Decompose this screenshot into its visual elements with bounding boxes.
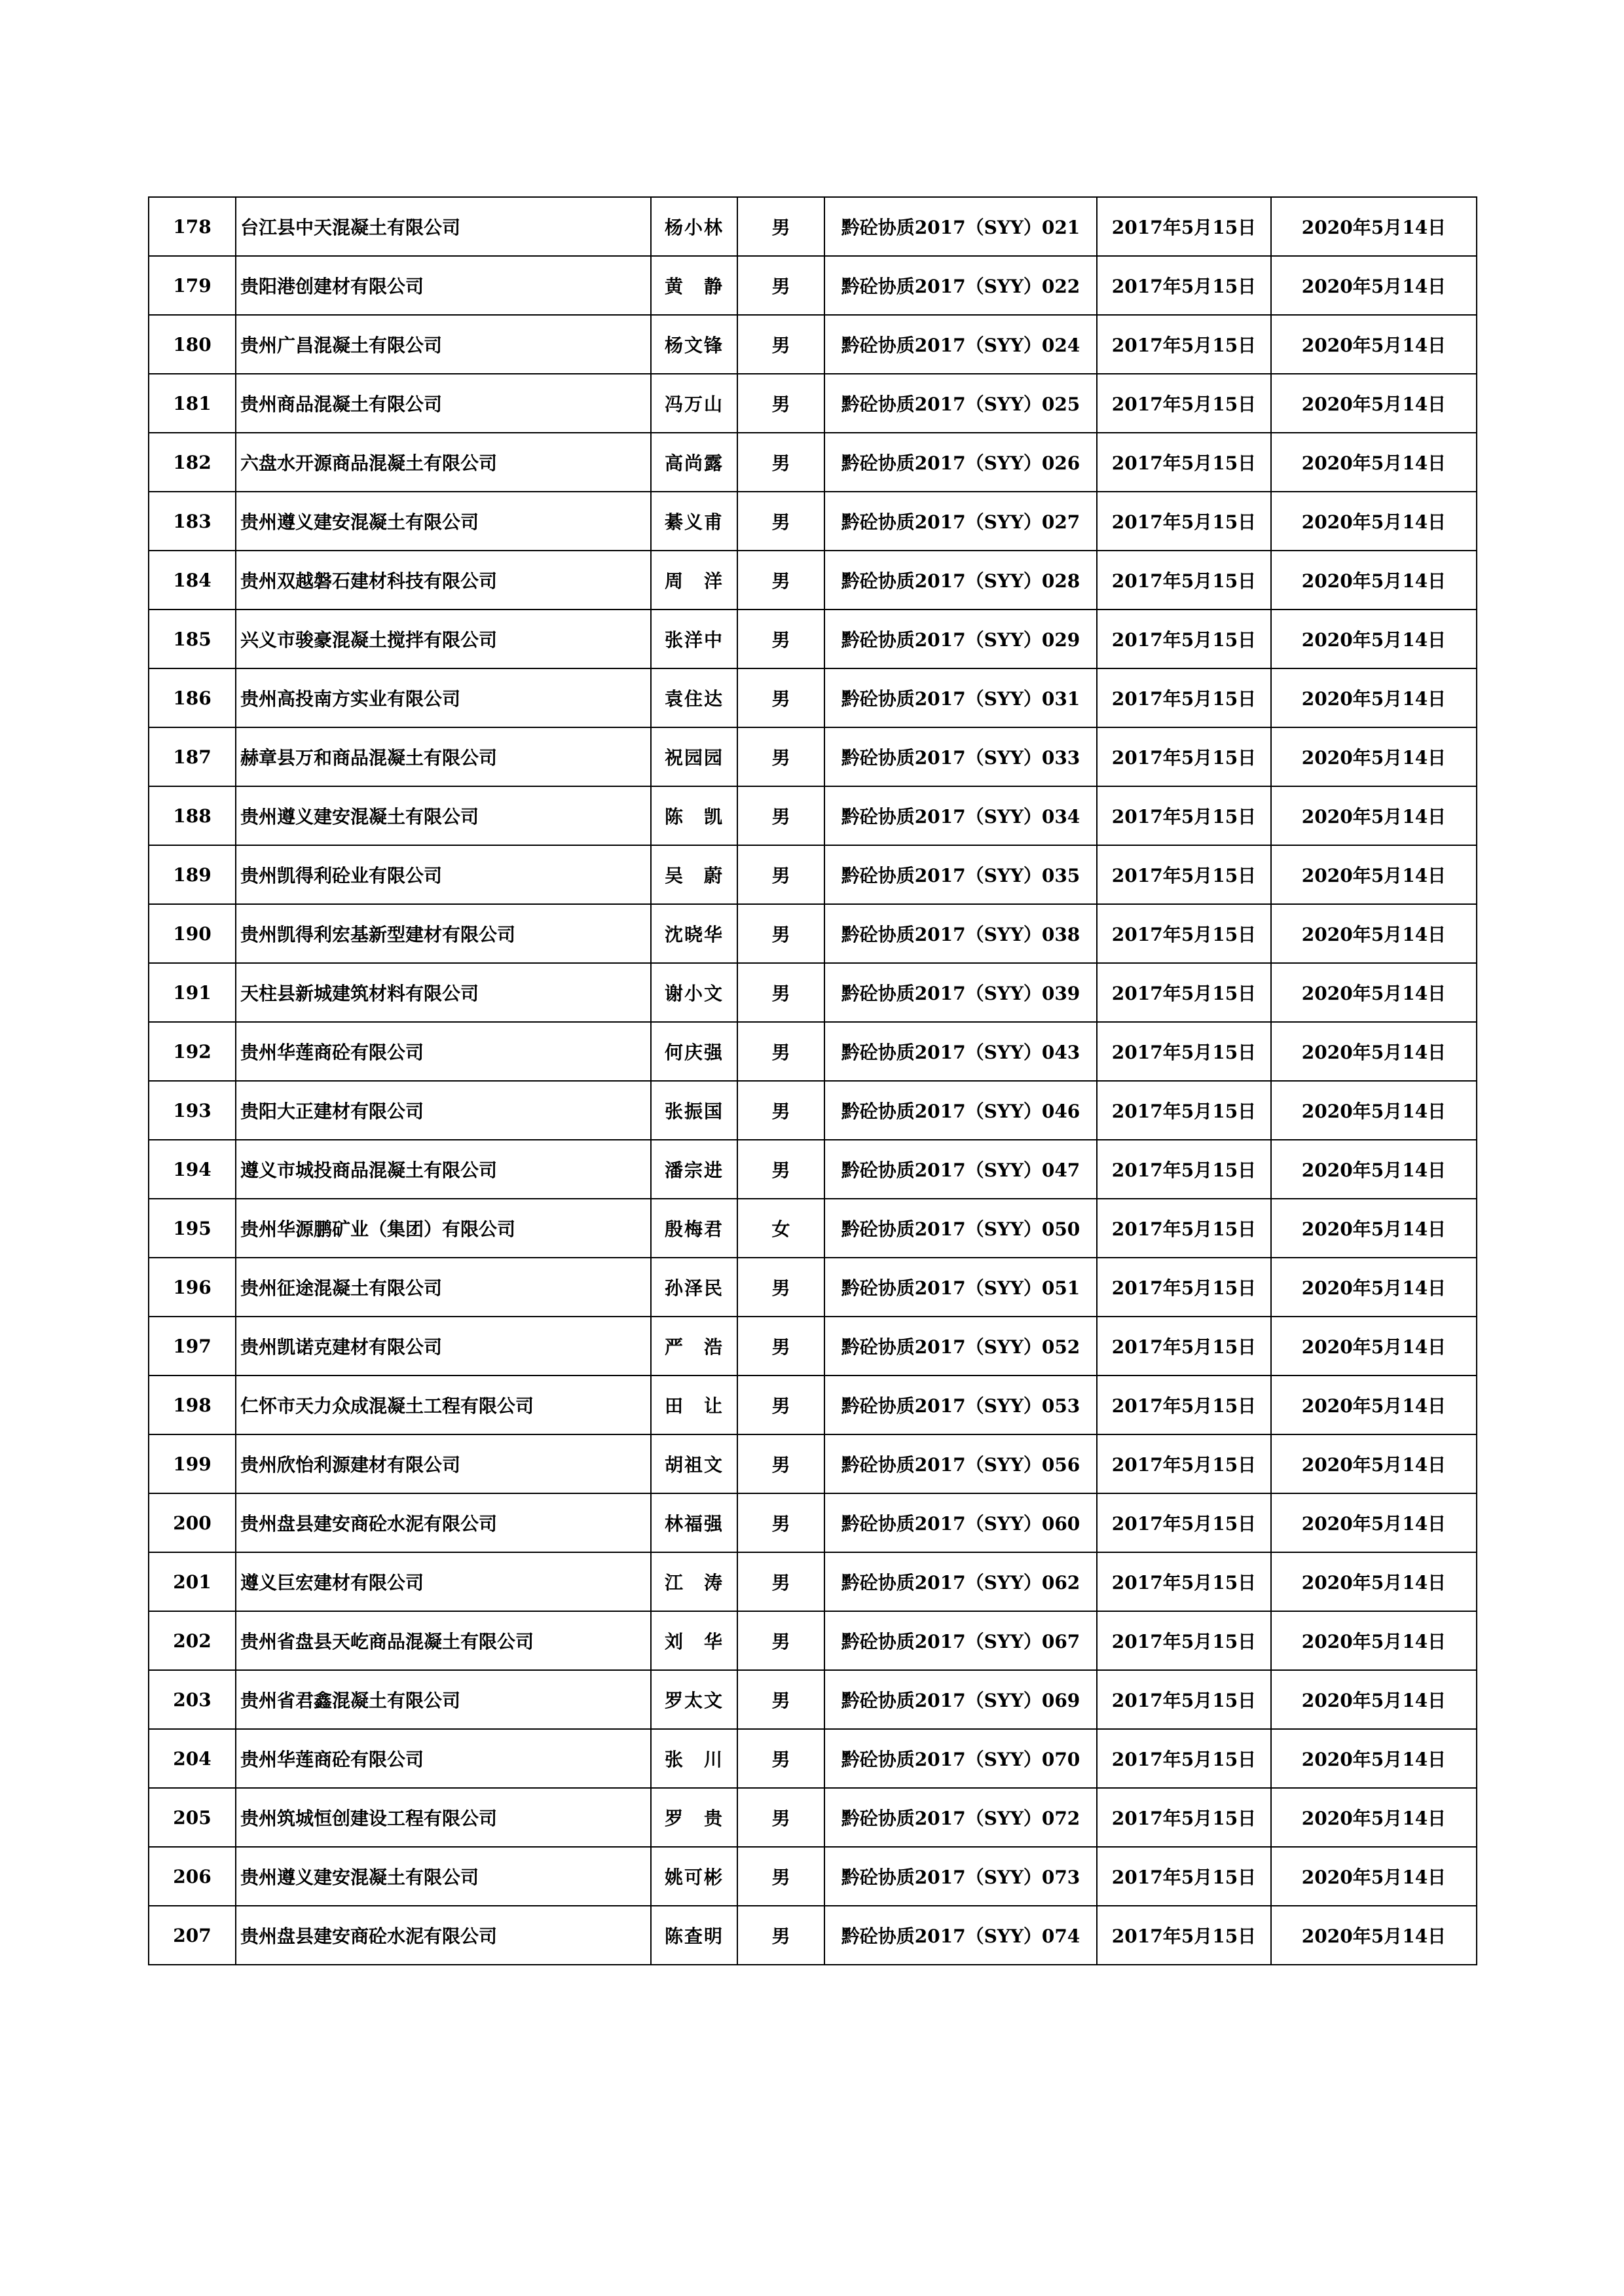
certificate-table [148, 196, 1477, 1965]
cell-company: 赫章县万和商品混凝土有限公司 [236, 727, 651, 786]
cell-gender: 男 [737, 1258, 824, 1317]
cell-index: 188 [149, 786, 236, 845]
cell-gender: 男 [737, 551, 824, 610]
cell-company: 遵义市城投商品混凝土有限公司 [236, 1140, 651, 1199]
cell-certificate-number: 黔砼协质2017（SYY）031 [824, 668, 1097, 727]
cell-company: 台江县中天混凝土有限公司 [236, 197, 651, 256]
cell-gender: 男 [737, 610, 824, 668]
cell-company: 贵州商品混凝土有限公司 [236, 374, 651, 433]
cell-index: 187 [149, 727, 236, 786]
cell-certificate-number: 黔砼协质2017（SYY）051 [824, 1258, 1097, 1317]
cell-issue-date: 2017年5月15日 [1097, 1788, 1271, 1847]
cell-company: 贵州华莲商砼有限公司 [236, 1022, 651, 1081]
cell-index: 191 [149, 963, 236, 1022]
cell-gender: 男 [737, 1434, 824, 1493]
cell-certificate-number: 黔砼协质2017（SYY）052 [824, 1317, 1097, 1376]
cell-issue-date: 2017年5月15日 [1097, 1434, 1271, 1493]
cell-gender: 男 [737, 1376, 824, 1434]
cell-index: 196 [149, 1258, 236, 1317]
cell-person-name: 陈查明 [651, 1906, 737, 1965]
cell-person-name: 殷梅君 [651, 1199, 737, 1258]
cell-company: 贵州欣怡利源建材有限公司 [236, 1434, 651, 1493]
cell-company: 仁怀市天力众成混凝土工程有限公司 [236, 1376, 651, 1434]
cell-index: 180 [149, 315, 236, 374]
cell-certificate-number: 黔砼协质2017（SYY）069 [824, 1670, 1097, 1729]
cell-certificate-number: 黔砼协质2017（SYY）028 [824, 551, 1097, 610]
table-row [149, 1611, 1477, 1670]
cell-company: 贵州盘县建安商砼水泥有限公司 [236, 1906, 651, 1965]
cell-index: 182 [149, 433, 236, 492]
cell-gender: 男 [737, 963, 824, 1022]
cell-index: 201 [149, 1552, 236, 1611]
cell-index: 205 [149, 1788, 236, 1847]
cell-gender: 男 [737, 1493, 824, 1552]
cell-certificate-number: 黔砼协质2017（SYY）062 [824, 1552, 1097, 1611]
cell-company: 兴义市骏豪混凝土搅拌有限公司 [236, 610, 651, 668]
cell-expiry-date: 2020年5月14日 [1271, 1729, 1477, 1788]
cell-issue-date: 2017年5月15日 [1097, 1376, 1271, 1434]
cell-expiry-date: 2020年5月14日 [1271, 1847, 1477, 1906]
cell-person-name: 杨小林 [651, 197, 737, 256]
cell-person-name: 张振国 [651, 1081, 737, 1140]
cell-gender: 男 [737, 1552, 824, 1611]
cell-person-name: 张洋中 [651, 610, 737, 668]
cell-index: 192 [149, 1022, 236, 1081]
cell-expiry-date: 2020年5月14日 [1271, 256, 1477, 315]
cell-certificate-number: 黔砼协质2017（SYY）024 [824, 315, 1097, 374]
cell-certificate-number: 黔砼协质2017（SYY）026 [824, 433, 1097, 492]
cell-issue-date: 2017年5月15日 [1097, 256, 1271, 315]
cell-issue-date: 2017年5月15日 [1097, 1493, 1271, 1552]
cell-expiry-date: 2020年5月14日 [1271, 1140, 1477, 1199]
cell-person-name: 綦义甫 [651, 492, 737, 551]
cell-company: 贵州盘县建安商砼水泥有限公司 [236, 1493, 651, 1552]
cell-person-name: 杨文锋 [651, 315, 737, 374]
table-row [149, 1258, 1477, 1317]
cell-certificate-number: 黔砼协质2017（SYY）046 [824, 1081, 1097, 1140]
cell-index: 183 [149, 492, 236, 551]
cell-issue-date: 2017年5月15日 [1097, 727, 1271, 786]
cell-person-name: 江 涛 [651, 1552, 737, 1611]
table-row [149, 433, 1477, 492]
cell-issue-date: 2017年5月15日 [1097, 668, 1271, 727]
cell-person-name: 林福强 [651, 1493, 737, 1552]
table-row [149, 1081, 1477, 1140]
table-row [149, 1788, 1477, 1847]
cell-gender: 男 [737, 1670, 824, 1729]
cell-company: 贵州遵义建安混凝土有限公司 [236, 492, 651, 551]
table-row [149, 315, 1477, 374]
cell-person-name: 孙泽民 [651, 1258, 737, 1317]
table-row [149, 1022, 1477, 1081]
cell-expiry-date: 2020年5月14日 [1271, 1788, 1477, 1847]
cell-certificate-number: 黔砼协质2017（SYY）029 [824, 610, 1097, 668]
cell-expiry-date: 2020年5月14日 [1271, 1611, 1477, 1670]
cell-issue-date: 2017年5月15日 [1097, 845, 1271, 904]
cell-issue-date: 2017年5月15日 [1097, 1611, 1271, 1670]
cell-gender: 男 [737, 315, 824, 374]
cell-gender: 男 [737, 433, 824, 492]
cell-issue-date: 2017年5月15日 [1097, 1258, 1271, 1317]
cell-certificate-number: 黔砼协质2017（SYY）050 [824, 1199, 1097, 1258]
cell-certificate-number: 黔砼协质2017（SYY）021 [824, 197, 1097, 256]
cell-index: 190 [149, 904, 236, 963]
cell-certificate-number: 黔砼协质2017（SYY）047 [824, 1140, 1097, 1199]
table-row [149, 551, 1477, 610]
cell-index: 207 [149, 1906, 236, 1965]
cell-issue-date: 2017年5月15日 [1097, 197, 1271, 256]
cell-index: 199 [149, 1434, 236, 1493]
cell-person-name: 何庆强 [651, 1022, 737, 1081]
cell-company: 贵州高投南方实业有限公司 [236, 668, 651, 727]
cell-expiry-date: 2020年5月14日 [1271, 1317, 1477, 1376]
cell-gender: 男 [737, 1611, 824, 1670]
table-row [149, 374, 1477, 433]
cell-certificate-number: 黔砼协质2017（SYY）022 [824, 256, 1097, 315]
cell-certificate-number: 黔砼协质2017（SYY）074 [824, 1906, 1097, 1965]
cell-issue-date: 2017年5月15日 [1097, 1140, 1271, 1199]
cell-expiry-date: 2020年5月14日 [1271, 551, 1477, 610]
cell-certificate-number: 黔砼协质2017（SYY）072 [824, 1788, 1097, 1847]
cell-company: 贵州筑城恒创建设工程有限公司 [236, 1788, 651, 1847]
cell-index: 195 [149, 1199, 236, 1258]
cell-certificate-number: 黔砼协质2017（SYY）034 [824, 786, 1097, 845]
table-row [149, 1552, 1477, 1611]
table-row [149, 904, 1477, 963]
cell-person-name: 沈晓华 [651, 904, 737, 963]
cell-expiry-date: 2020年5月14日 [1271, 374, 1477, 433]
cell-issue-date: 2017年5月15日 [1097, 551, 1271, 610]
cell-certificate-number: 黔砼协质2017（SYY）033 [824, 727, 1097, 786]
cell-gender: 男 [737, 374, 824, 433]
cell-expiry-date: 2020年5月14日 [1271, 1493, 1477, 1552]
cell-person-name: 刘 华 [651, 1611, 737, 1670]
table-row [149, 1493, 1477, 1552]
table-row [149, 1376, 1477, 1434]
cell-index: 184 [149, 551, 236, 610]
cell-expiry-date: 2020年5月14日 [1271, 786, 1477, 845]
cell-expiry-date: 2020年5月14日 [1271, 668, 1477, 727]
table-row [149, 963, 1477, 1022]
cell-issue-date: 2017年5月15日 [1097, 786, 1271, 845]
cell-company: 遵义巨宏建材有限公司 [236, 1552, 651, 1611]
cell-expiry-date: 2020年5月14日 [1271, 610, 1477, 668]
cell-company: 贵州凯得利宏基新型建材有限公司 [236, 904, 651, 963]
cell-person-name: 张 川 [651, 1729, 737, 1788]
cell-expiry-date: 2020年5月14日 [1271, 1258, 1477, 1317]
cell-index: 206 [149, 1847, 236, 1906]
cell-gender: 男 [737, 845, 824, 904]
cell-expiry-date: 2020年5月14日 [1271, 845, 1477, 904]
cell-index: 189 [149, 845, 236, 904]
cell-issue-date: 2017年5月15日 [1097, 1081, 1271, 1140]
cell-index: 200 [149, 1493, 236, 1552]
cell-person-name: 冯万山 [651, 374, 737, 433]
cell-person-name: 罗 贵 [651, 1788, 737, 1847]
cell-index: 185 [149, 610, 236, 668]
cell-expiry-date: 2020年5月14日 [1271, 1552, 1477, 1611]
cell-person-name: 陈 凯 [651, 786, 737, 845]
cell-person-name: 田 让 [651, 1376, 737, 1434]
cell-company: 贵州广昌混凝土有限公司 [236, 315, 651, 374]
cell-gender: 男 [737, 492, 824, 551]
cell-issue-date: 2017年5月15日 [1097, 1022, 1271, 1081]
cell-expiry-date: 2020年5月14日 [1271, 963, 1477, 1022]
cell-gender: 男 [737, 727, 824, 786]
cell-index: 204 [149, 1729, 236, 1788]
cell-index: 203 [149, 1670, 236, 1729]
cell-gender: 男 [737, 1081, 824, 1140]
cell-certificate-number: 黔砼协质2017（SYY）035 [824, 845, 1097, 904]
cell-issue-date: 2017年5月15日 [1097, 1670, 1271, 1729]
cell-company: 贵州凯诺克建材有限公司 [236, 1317, 651, 1376]
cell-company: 贵州双越磐石建材科技有限公司 [236, 551, 651, 610]
cell-person-name: 高尚露 [651, 433, 737, 492]
cell-issue-date: 2017年5月15日 [1097, 1199, 1271, 1258]
cell-company: 贵阳港创建材有限公司 [236, 256, 651, 315]
cell-gender: 男 [737, 256, 824, 315]
cell-company: 六盘水开源商品混凝土有限公司 [236, 433, 651, 492]
cell-issue-date: 2017年5月15日 [1097, 315, 1271, 374]
cell-expiry-date: 2020年5月14日 [1271, 1081, 1477, 1140]
cell-person-name: 胡祖文 [651, 1434, 737, 1493]
cell-person-name: 袁住达 [651, 668, 737, 727]
table-row [149, 1670, 1477, 1729]
cell-expiry-date: 2020年5月14日 [1271, 197, 1477, 256]
cell-certificate-number: 黔砼协质2017（SYY）039 [824, 963, 1097, 1022]
cell-person-name: 姚可彬 [651, 1847, 737, 1906]
cell-issue-date: 2017年5月15日 [1097, 610, 1271, 668]
table-row [149, 1906, 1477, 1965]
cell-person-name: 谢小文 [651, 963, 737, 1022]
cell-expiry-date: 2020年5月14日 [1271, 1199, 1477, 1258]
cell-index: 179 [149, 256, 236, 315]
cell-company: 贵州遵义建安混凝土有限公司 [236, 786, 651, 845]
cell-gender: 男 [737, 904, 824, 963]
cell-certificate-number: 黔砼协质2017（SYY）073 [824, 1847, 1097, 1906]
cell-company: 贵州华源鹏矿业（集团）有限公司 [236, 1199, 651, 1258]
cell-issue-date: 2017年5月15日 [1097, 1729, 1271, 1788]
cell-person-name: 黄 静 [651, 256, 737, 315]
cell-certificate-number: 黔砼协质2017（SYY）025 [824, 374, 1097, 433]
cell-gender: 男 [737, 1906, 824, 1965]
table-row [149, 1140, 1477, 1199]
table-row [149, 1317, 1477, 1376]
cell-issue-date: 2017年5月15日 [1097, 433, 1271, 492]
cell-gender: 男 [737, 1140, 824, 1199]
cell-expiry-date: 2020年5月14日 [1271, 904, 1477, 963]
table-row [149, 1434, 1477, 1493]
cell-expiry-date: 2020年5月14日 [1271, 1434, 1477, 1493]
cell-index: 197 [149, 1317, 236, 1376]
cell-certificate-number: 黔砼协质2017（SYY）056 [824, 1434, 1097, 1493]
cell-issue-date: 2017年5月15日 [1097, 963, 1271, 1022]
cell-gender: 男 [737, 1847, 824, 1906]
cell-gender: 男 [737, 786, 824, 845]
cell-company: 贵州征途混凝土有限公司 [236, 1258, 651, 1317]
cell-index: 202 [149, 1611, 236, 1670]
cell-company: 贵州遵义建安混凝土有限公司 [236, 1847, 651, 1906]
cell-gender: 男 [737, 1788, 824, 1847]
table-body [149, 197, 1477, 1965]
cell-index: 178 [149, 197, 236, 256]
cell-certificate-number: 黔砼协质2017（SYY）027 [824, 492, 1097, 551]
cell-certificate-number: 黔砼协质2017（SYY）070 [824, 1729, 1097, 1788]
cell-issue-date: 2017年5月15日 [1097, 1317, 1271, 1376]
cell-index: 194 [149, 1140, 236, 1199]
table-row [149, 197, 1477, 256]
cell-index: 181 [149, 374, 236, 433]
cell-company: 贵州华莲商砼有限公司 [236, 1729, 651, 1788]
table-row [149, 786, 1477, 845]
cell-gender: 男 [737, 1317, 824, 1376]
cell-expiry-date: 2020年5月14日 [1271, 1376, 1477, 1434]
cell-gender: 男 [737, 1022, 824, 1081]
cell-certificate-number: 黔砼协质2017（SYY）043 [824, 1022, 1097, 1081]
table-row [149, 610, 1477, 668]
table-row [149, 1847, 1477, 1906]
cell-issue-date: 2017年5月15日 [1097, 1847, 1271, 1906]
cell-expiry-date: 2020年5月14日 [1271, 433, 1477, 492]
cell-person-name: 严 浩 [651, 1317, 737, 1376]
table-row [149, 845, 1477, 904]
cell-person-name: 罗太文 [651, 1670, 737, 1729]
cell-company: 贵州省盘县天屹商品混凝土有限公司 [236, 1611, 651, 1670]
cell-person-name: 周 洋 [651, 551, 737, 610]
cell-person-name: 吴 蔚 [651, 845, 737, 904]
cell-issue-date: 2017年5月15日 [1097, 904, 1271, 963]
cell-expiry-date: 2020年5月14日 [1271, 492, 1477, 551]
cell-index: 198 [149, 1376, 236, 1434]
cell-gender: 男 [737, 1729, 824, 1788]
table-row [149, 492, 1477, 551]
cell-index: 186 [149, 668, 236, 727]
cell-expiry-date: 2020年5月14日 [1271, 727, 1477, 786]
cell-gender: 男 [737, 197, 824, 256]
table-row [149, 1729, 1477, 1788]
cell-company: 天柱县新城建筑材料有限公司 [236, 963, 651, 1022]
cell-expiry-date: 2020年5月14日 [1271, 1022, 1477, 1081]
cell-certificate-number: 黔砼协质2017（SYY）067 [824, 1611, 1097, 1670]
cell-expiry-date: 2020年5月14日 [1271, 1670, 1477, 1729]
cell-company: 贵州凯得利砼业有限公司 [236, 845, 651, 904]
table-row [149, 727, 1477, 786]
cell-company: 贵州省君鑫混凝土有限公司 [236, 1670, 651, 1729]
cell-gender: 男 [737, 668, 824, 727]
cell-certificate-number: 黔砼协质2017（SYY）038 [824, 904, 1097, 963]
cell-certificate-number: 黔砼协质2017（SYY）053 [824, 1376, 1097, 1434]
cell-company: 贵阳大正建材有限公司 [236, 1081, 651, 1140]
table-row [149, 256, 1477, 315]
cell-index: 193 [149, 1081, 236, 1140]
cell-expiry-date: 2020年5月14日 [1271, 1906, 1477, 1965]
table-row [149, 1199, 1477, 1258]
cell-certificate-number: 黔砼协质2017（SYY）060 [824, 1493, 1097, 1552]
cell-person-name: 祝园园 [651, 727, 737, 786]
cell-gender: 女 [737, 1199, 824, 1258]
cell-issue-date: 2017年5月15日 [1097, 492, 1271, 551]
cell-issue-date: 2017年5月15日 [1097, 1906, 1271, 1965]
table-row [149, 668, 1477, 727]
cell-person-name: 潘宗进 [651, 1140, 737, 1199]
cell-issue-date: 2017年5月15日 [1097, 1552, 1271, 1611]
cell-expiry-date: 2020年5月14日 [1271, 315, 1477, 374]
cell-issue-date: 2017年5月15日 [1097, 374, 1271, 433]
